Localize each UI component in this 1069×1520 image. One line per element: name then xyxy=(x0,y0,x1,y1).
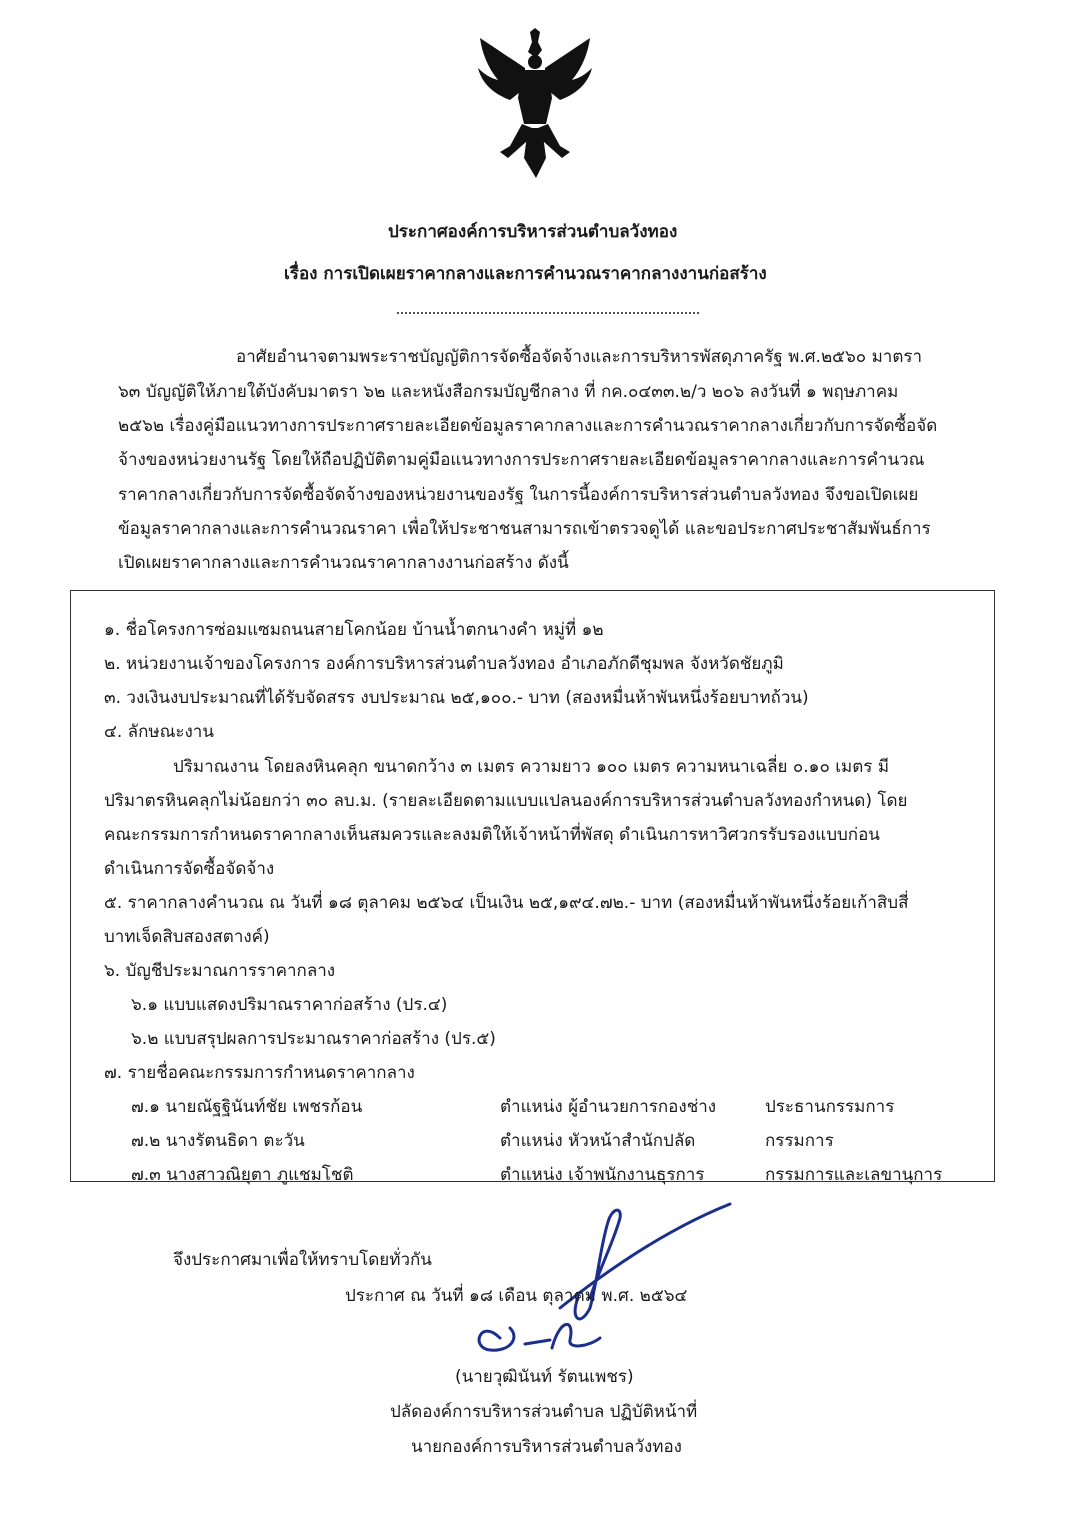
work-detail-line: คณะกรรมการกำหนดราคากลางเห็นสมควรและลงมติให้เจ้าหน้าที่พัสดุ ดำเนินการหาวิศวกรรับรองแบบก่อน xyxy=(104,825,880,845)
item-owner-agency: ๒. หน่วยงานเจ้าของโครงการ องค์การบริหารส่วนตำบลวังทอง อำเภอภักดีชุมพล จังหวัดชัยภูมิ xyxy=(104,654,784,674)
estimate-form-4: ๖.๑ แบบแสดงปริมาณราคาก่อสร้าง (ปร.๔) xyxy=(131,995,448,1015)
intro-line: อาศัยอำนาจตามพระราชบัญญัติการจัดซื้อจัดจ้างและการบริหารพัสดุภาครัฐ พ.ศ.๒๕๖๐ มาตรา xyxy=(236,347,923,367)
work-detail-line: ปริมาตรหินคลุกไม่น้อยกว่า ๓๐ ลบ.ม. (รายละเอียดตามแบบแปลนองค์การบริหารส่วนตำบลวังทองกำหนด) โดย xyxy=(104,791,908,811)
committee-role: กรรมการและเลขานุการ xyxy=(765,1165,943,1185)
announcement-subject: เรื่อง การเปิดเผยราคากลางและการคำนวณราคากลางงานก่อสร้าง xyxy=(284,264,767,284)
committee-name: ๗.๓ นางสาวณิยุตา ภูแชมโชติ xyxy=(131,1165,354,1185)
item-estimate-list: ๖. บัญชีประมาณการราคากลาง xyxy=(104,961,336,981)
intro-line: ๖๓ บัญญัติให้ภายใต้บังคับมาตรา ๖๒ และหนังสือกรมบัญชีกลาง ที่ กค.๐๔๓๓.๒/ว ๒๐๖ ลงวันที่ ๑ พฤษภาคม xyxy=(118,382,899,402)
intro-line: ข้อมูลราคากลางและการคำนวณราคา เพื่อให้ประชาชนสามารถเข้าตรวจดูได้ และขอประกาศประชาสัมพันธ์การ xyxy=(118,519,931,539)
committee-position: ตำแหน่ง เจ้าพนักงานธุรการ xyxy=(500,1165,705,1185)
estimate-form-5: ๖.๒ แบบสรุปผลการประมาณราคาก่อสร้าง (ปร.๕) xyxy=(131,1029,496,1049)
committee-name: ๗.๑ นายณัฐฐินันท์ชัย เพชรก้อน xyxy=(131,1097,363,1117)
item-work-type: ๔. ลักษณะงาน xyxy=(104,722,214,742)
item-median-price-cont: บาทเจ็ดสิบสองสตางค์) xyxy=(104,927,270,947)
closing-text: จึงประกาศมาเพื่อให้ทราบโดยทั่วกัน xyxy=(173,1250,432,1270)
announce-date: ประกาศ ณ วันที่ ๑๘ เดือน ตุลาคม พ.ศ. ๒๕๖๔ xyxy=(345,1286,688,1306)
item-committee: ๗. รายชื่อคณะกรรมการกำหนดราคากลาง xyxy=(104,1063,415,1083)
signatory-name: (นายวุฒินันท์ รัตนเพชร) xyxy=(455,1367,634,1387)
committee-role: ประธานกรรมการ xyxy=(765,1097,895,1117)
item-budget: ๓. วงเงินงบประมาณที่ได้รับจัดสรร งบประมาณ ๒๕,๑๐๐.- บาท (สองหมื่นห้าพันหนึ่งร้อยบาทถ้วน) xyxy=(104,688,809,708)
item-median-price: ๕. ราคากลางคำนวณ ณ วันที่ ๑๘ ตุลาคม ๒๕๖๔ เป็นเงิน ๒๕,๑๙๔.๗๒.- บาท (สองหมื่นห้าพันหนึ่งร้อยเก้าสิบสี่ xyxy=(104,893,909,913)
committee-role: กรรมการ xyxy=(765,1131,834,1151)
title-divider xyxy=(397,312,699,314)
signatory-title: นายกองค์การบริหารส่วนตำบลวังทอง xyxy=(411,1437,682,1457)
work-detail-line: ปริมาณงาน โดยลงหินคลุก ขนาดกว้าง ๓ เมตร ความยาว ๑๐๐ เมตร ความหนาเฉลี่ย ๐.๑๐ เมตร มี xyxy=(173,757,890,777)
announcement-title: ประกาศองค์การบริหารส่วนตำบลวังทอง xyxy=(388,222,678,242)
intro-line: ราคากลางเกี่ยวกับการจัดซื้อจัดจ้างของหน่วยงานของรัฐ ในการนี้องค์การบริหารส่วนตำบลวังทอง จึงขอเปิดเผย xyxy=(118,485,919,505)
intro-line: จ้างของหน่วยงานรัฐ โดยให้ถือปฏิบัติตามคู่มือแนวทางการประกาศรายละเอียดข้อมูลราคากลางและการคำนวณ xyxy=(118,450,925,470)
committee-position: ตำแหน่ง ผู้อำนวยการกองช่าง xyxy=(500,1097,717,1117)
work-detail-line: ดำเนินการจัดซื้อจัดจ้าง xyxy=(104,859,275,879)
intro-line: เปิดเผยราคากลางและการคำนวณราคากลางงานก่อสร้าง ดังนี้ xyxy=(118,553,569,573)
signatory-title: ปลัดองค์การบริหารส่วนตำบล ปฏิบัติหน้าที่ xyxy=(390,1402,698,1422)
item-project-name: ๑. ชื่อโครงการซ่อมแซมถนนสายโคกน้อย บ้านน้ำตกนางคำ หมู่ที่ ๑๒ xyxy=(104,620,604,640)
intro-line: ๒๕๖๒ เรื่องคู่มือแนวทางการประกาศรายละเอียดข้อมูลราคากลางและการคำนวณราคากลางเกี่ยวกับการจัดซื้อจัด xyxy=(118,416,938,436)
committee-name: ๗.๒ นางรัตนธิดา ตะวัน xyxy=(131,1131,305,1151)
signature-icon xyxy=(440,1198,740,1358)
committee-position: ตำแหน่ง หัวหน้าสำนักปลัด xyxy=(500,1131,696,1151)
garuda-emblem-icon xyxy=(470,28,600,188)
